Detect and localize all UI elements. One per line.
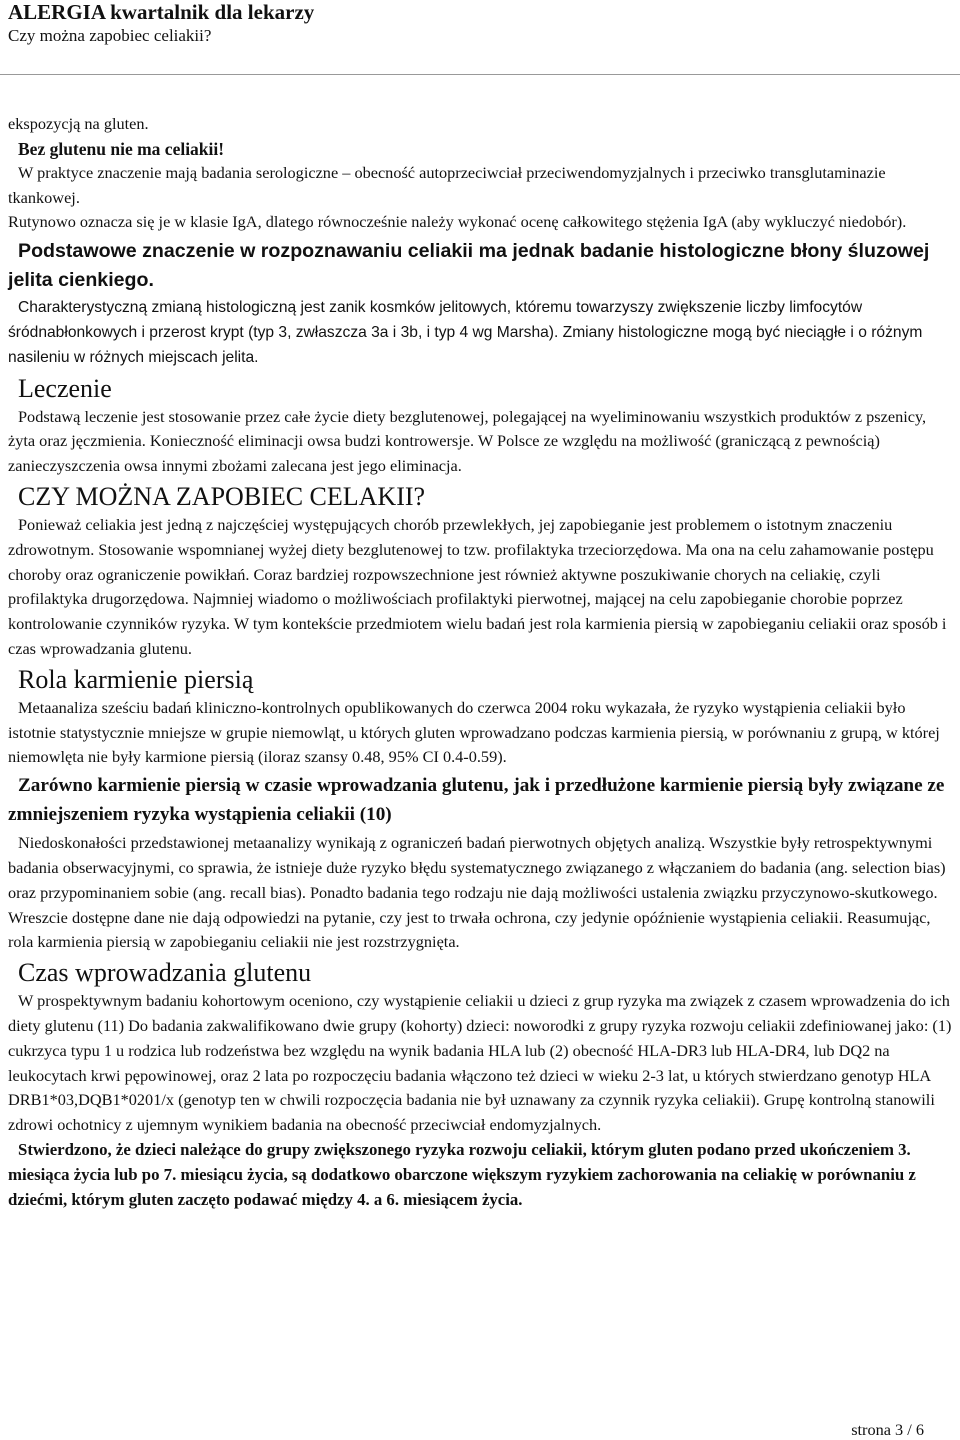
bold-conclusion: Stwierdzono, że dzieci należące do grupy zwiększonego ryzyka rozwoju celiakii, którym gluten podano przed ukończeniem 3. miesiąca życia lub po 7. miesiącu życia, są dodatkowo obarczone większym ryzykiem zachorowania na celiakię w porównaniu z dziećmi, którym gluten zaczęto podawać między 4. a 6. miesiącem życia. xyxy=(8,1139,916,1209)
paragraph: ekspozycją na gluten. xyxy=(8,114,149,133)
journal-title: ALERGIA kwartalnik dla lekarzy xyxy=(8,0,315,24)
page-number: strona 3 / 6 xyxy=(851,1420,924,1439)
paragraph: Metaanaliza sześciu badań kliniczno-kontrolnych opublikowanych do czerwca 2004 roku wykazała, że ryzyko wystąpienia celiakii było istotnie statystycznie mniejsze w grupie niemowląt, u których gluten wprowadzano podczas karmienia piersią, w porównaniu z grupą, w której niemowlęta nie były karmione piersią (iloraz szansy 0.48, 95% CI 0.4-0.59). xyxy=(8,697,940,767)
paragraph: Niedoskonałości przedstawionej metaanalizy wynikają z ograniczeń badań pierwotnych objętych analizą. Wszystkie były retrospektywnymi badania obserwacyjnymi, co sprawia, że istnieje duże ryzyko błędu systematycznego związanego z włączaniem do badania (ang. selection bias) oraz przypominaniem sobie (ang. recall bias). Ponadto badania tego rodzaju nie dają możliwości ustalenia związku przyczynowo-skutkowego. Wreszcie dostępne dane nie dają odpowiedzi na pytanie, czy jest to trwała ochrona, czy jedynie opóźnienie wystąpienia celiakii. Reasumując, rola karmienia piersią w zapobieganiu celiakii nie jest rozstrzygnięta. xyxy=(8,833,946,952)
paragraph: Charakterystyczną zmianą histologiczną jest zanik kosmków jelitowych, któremu towarzyszy zwiększenie liczby limfocytów śródnabłonkowych i przerost krypt (typ 3, zwłaszcza 3a i 3b, i typ 4 wg Marsha). Zmiany histologiczne mogą być nieciągłe i o różnym nasileniu w różnych miejscach jelita. xyxy=(8,299,923,366)
paragraph: Ponieważ celiakia jest jedną z najczęściej występujących chorób przewlekłych, jej zapobieganie jest problemem o istotnym znaczeniu zdrowotnym. Stosowanie wspomnianej wyżej diety bezglutenowej to tzw. profilaktyka trzeciorzędowa. Ma ona na celu zahamowanie postępu choroby oraz ograniczenie powikłań. Coraz bardziej rozpowszechnione jest również aktywne poszukiwanie chorych na celiakię, czyli profilaktyka drugorzędowa. Najmniej wiadomo o możliwościach profilaktyki pierwotnej, mającej na celu zapobieganie chorobie poprzez kontrolowanie czynników ryzyka. W tym kontekście przedmiotem wielu badań jest rola karmienia piersią w zapobieganiu celiakii oraz sposób i czas wprowadzania glutenu. xyxy=(8,514,947,658)
paragraph: W praktyce znaczenie mają badania serologiczne – obecność autoprzeciwciał przeciwendomyzjalnych i przeciwko transglutaminazie tkankowej. xyxy=(8,162,886,207)
page-header xyxy=(8,0,952,48)
paragraph: Rutynowo oznacza się je w klasie IgA, dlatego równocześnie należy wykonać ocenę całkowitego stężenia IgA (aby wykluczyć niedobór). xyxy=(8,212,907,232)
section-heading-karmienie: Rola karmienie piersią xyxy=(18,664,254,694)
bold-statement: Bez glutenu nie ma celiakii! xyxy=(18,138,225,159)
section-heading-gluten: Czas wprowadzania glutenu xyxy=(18,958,312,988)
paragraph: W prospektywnym badaniu kohortowym oceniono, czy wystąpienie celiakii u dzieci z grup ryzyka ma związek z czasem wprowadzenia do ich diety glutenu (11) Do badania zakwalifikowano dwie grupy (kohorty) dzieci: noworodki z grupy ryzyka rozwoju celiakii zdefiniowanej jako: (1) cukrzyca typu 1 u rodzica lub rodzeństwa bez względu na wynik badania HLA lub (2) obecność HLA-DR3 lub HLA-DR4, lub DQ2 na leukocytach krwi pępowinowej, oraz 2 lata po rozpoczęciu badania włączono też dzieci w wieku 2-3 lat, u których stwierdzano genotyp HLA DRB1*03,DQB1*0201/x (genotyp ten w chwili rozpoczęcia badania nie był uznawany za czynnik ryzyka celiakii). Grupę kontrolną stanowili zdrowi ochotnicy z ujemnym wynikiem badania na obecność przeciwciał endomyzjalnych. xyxy=(8,991,952,1135)
bold-heading: Zarówno karmienie piersią w czasie wprowadzania glutenu, jak i przedłużone karmienie piersią były związane ze zmniejszeniem ryzyka wystąpienia celiakii (10) xyxy=(8,775,945,825)
section-heading-leczenie: Leczenie xyxy=(18,373,112,403)
paragraph: Podstawą leczenie jest stosowanie przez całe życie diety bezglutenowej, polegającej na wyeliminowaniu wszystkich produktów z pszenicy, żyta oraz jęczmienia. Konieczność eliminacji owsa budzi kontrowersje. W Polsce ze względu na możliwość (graniczącą z pewnością) zanieczyszczenia owsa innymi zbożami zalecana jest jego eliminacja. xyxy=(8,406,927,476)
article-body xyxy=(8,112,952,1212)
article-title: Czy można zapobiec celiakii? xyxy=(8,26,212,45)
bold-heading: Podstawowe znaczenie w rozpoznawaniu celiakii ma jednak badanie histologiczne błony śluzowej jelita cienkiego. xyxy=(8,240,930,291)
section-heading-zapobieganie: CZY MOŻNA ZAPOBIEC CELAKII? xyxy=(18,481,426,511)
header-divider xyxy=(0,74,960,75)
